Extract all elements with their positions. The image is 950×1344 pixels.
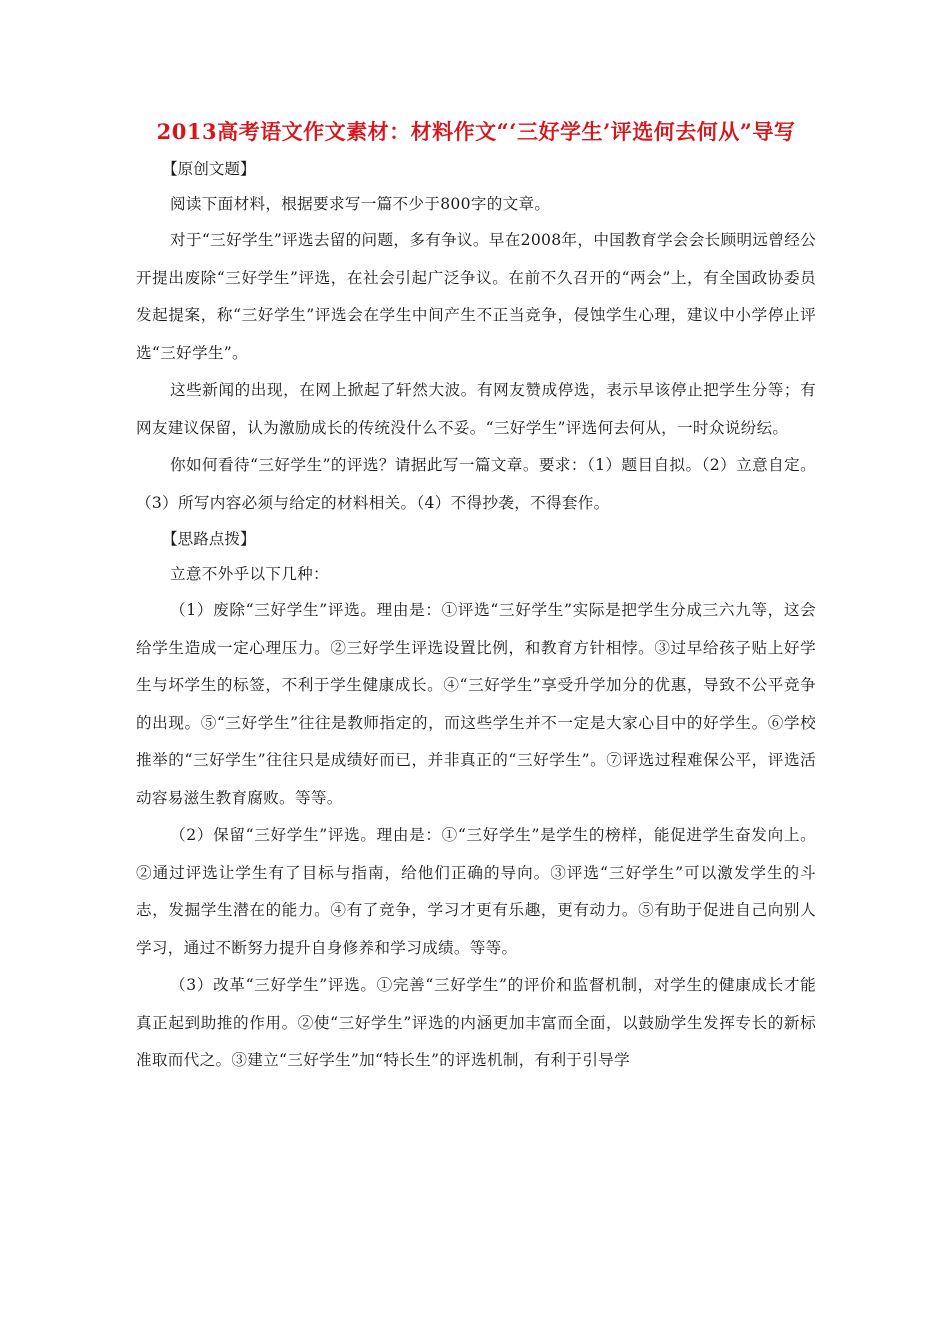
- point-1-paragraph: （1）废除“三好学生”评选。理由是：①评选“三好学生”实际是把学生分成三六九等，这会给学生造成一定心理压力。②三好学生评选设置比例，和教育方针相悖。③过早给孩子贴上好学生与坏学生的标签，不利于学生健康成长。④“三好学生”享受升学加分的优惠，导致不公平竞争的出现。⑤“三好学生”往往是教师指定的，而这些学生并不一定是大家心目中的好学生。⑥学校推举的“三好学生”往往只是成绩好而已，并非真正的“三好学生”。⑦评选过程难保公平，评选活动容易滋生教育腐败。等等。: [136, 601, 816, 807]
- point-3-paragraph: （3）改革“三好学生”评选。①完善“三好学生”的评价和监督机制，对学生的健康成长才能真正起到助推的作用。②使“三好学生”评选的内涵更加丰富而全面，以鼓励学生发挥专长的新标准取而代之。③建立“三好学生”加“特长生”的评选机制，有利于引导学: [136, 976, 816, 1069]
- point-2-paragraph: （2）保留“三好学生”评选。理由是：①“三好学生”是学生的榜样，能促进学生奋发向上。②通过评选让学生有了目标与指南，给他们正确的导向。③评选“三好学生”可以激发学生的斗志，发掘学生潜在的能力。④有了竞争，学习才更有乐趣，更有动力。⑤有助于促进自己向别人学习，通过不断努力提升自身修养和学习成绩。等等。: [136, 826, 816, 957]
- section-original-heading: 【原创文题】: [162, 160, 256, 178]
- guide-intro-paragraph: 立意不外乎以下几种：: [170, 565, 329, 583]
- material-paragraph-2: 这些新闻的出现，在网上掀起了轩然大波。有网友赞成停选，表示早该停止把学生分等；有网友建议保留，认为激励成长的传统没什么不妥。“三好学生”评选何去何从，一时众说纷纭。: [136, 381, 816, 437]
- section-guide-heading: 【思路点拨】: [162, 530, 256, 548]
- document-page: [136, 118, 816, 1080]
- document-title: 2013高考语文作文素材：材料作文“‘三好学生’评选何去何从”导写: [156, 119, 796, 144]
- intro-paragraph: 阅读下面材料，根据要求写一篇不少于800字的文章。: [170, 195, 551, 213]
- requirement-paragraph: 你如何看待“三好学生”的评选？请据此写一篇文章。要求：（1）题目自拟。（2）立意自定。（3）所写内容必须与给定的材料相关。（4）不得抄袭，不得套作。: [136, 456, 816, 512]
- material-paragraph-1: 对于“三好学生”评选去留的问题，多有争议。早在2008年，中国教育学会会长顾明远曾经公开提出废除“三好学生”评选，在社会引起广泛争议。在前不久召开的“两会”上，有全国政协委员发起提案，称“三好学生”评选会在学生中间产生不正当竞争，侵蚀学生心理，建议中小学停止评选“三好学生”。: [136, 231, 816, 362]
